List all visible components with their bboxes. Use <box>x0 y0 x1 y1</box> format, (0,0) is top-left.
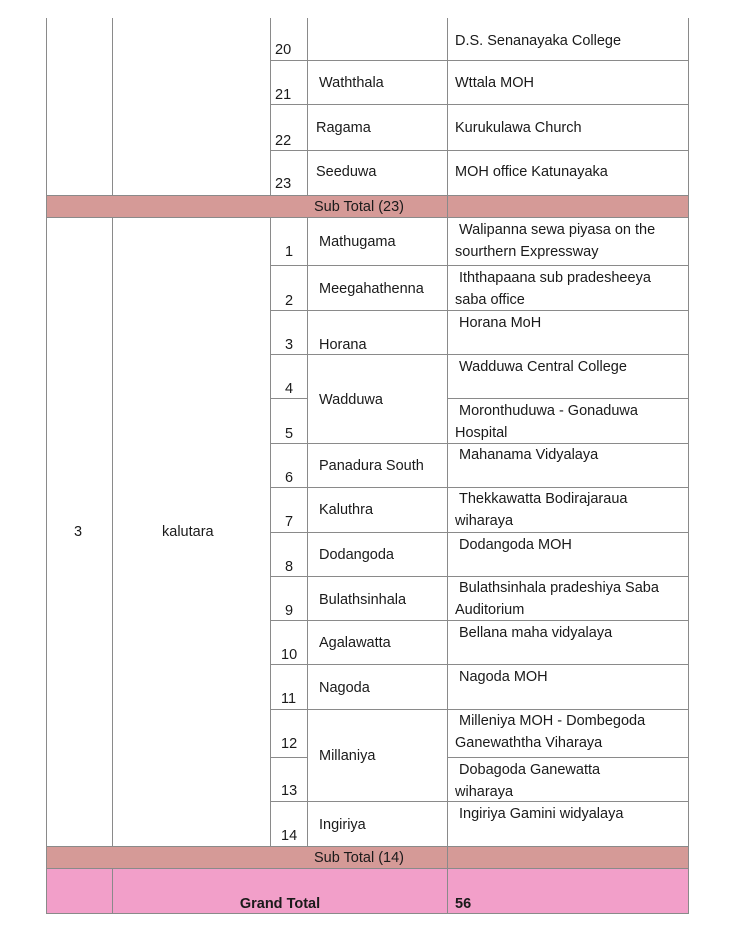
grand-total-value: 56 <box>455 896 472 912</box>
grid-line <box>270 150 689 151</box>
row-number: 6 <box>285 470 294 486</box>
grid-line <box>447 757 689 758</box>
grid-line <box>46 868 47 914</box>
area-cell: Dodangoda <box>319 547 394 563</box>
row-number: 8 <box>285 559 294 575</box>
area-cell: Ingiriya <box>319 817 366 833</box>
grid-line <box>270 664 689 665</box>
area-cell: Kaluthra <box>319 502 374 518</box>
grand-total-row <box>46 868 688 914</box>
location-cell: Bellana maha vidyalaya <box>459 625 613 641</box>
location-cell: Mahanama Vidyalaya <box>459 447 599 463</box>
grid-line <box>112 18 113 196</box>
location-cell: Wadduwa Central College <box>459 359 627 375</box>
location-cell: Kurukulawa Church <box>455 120 582 136</box>
location-cell: Thekkawatta Bodirajaraua <box>459 491 628 507</box>
row-number: 5 <box>285 426 294 442</box>
location-cell: Bulathsinhala pradeshiya Saba <box>459 580 659 596</box>
district-name: kalutara <box>162 524 214 540</box>
grid-line <box>270 18 271 196</box>
grid-line <box>688 18 689 196</box>
grid-line <box>270 532 689 533</box>
grid-line <box>688 195 689 219</box>
subtotal-label: Sub Total (23) <box>313 199 404 215</box>
location-cell: Wttala MOH <box>455 75 534 91</box>
location-cell: Nagoda MOH <box>459 669 548 685</box>
grand-total-label: Grand Total <box>239 896 321 912</box>
area-cell: Waththala <box>319 75 384 91</box>
grid-line <box>46 18 47 196</box>
grid-line <box>270 104 689 105</box>
grid-line <box>270 265 689 266</box>
row-number: 12 <box>281 736 298 752</box>
row-number: 2 <box>285 293 294 309</box>
district-index: 3 <box>74 524 83 540</box>
row-number: 4 <box>285 381 294 397</box>
row-number: 13 <box>281 783 298 799</box>
location-cell: Ganewaththa Viharaya <box>455 735 603 751</box>
location-cell: Horana MoH <box>459 315 542 331</box>
grid-line <box>46 195 47 219</box>
row-number: 21 <box>275 87 292 103</box>
row-number: 9 <box>285 603 294 619</box>
location-cell: Iththapaana sub pradesheeya <box>459 270 651 286</box>
area-cell: Horana <box>319 337 367 353</box>
area-cell: Mathugama <box>319 234 396 250</box>
grid-line <box>447 398 689 399</box>
area-cell: Wadduwa <box>319 392 383 408</box>
grid-line <box>447 868 448 914</box>
row-number: 3 <box>285 337 294 353</box>
area-cell: Seeduwa <box>316 164 377 180</box>
location-cell: Dobagoda Ganewatta <box>459 762 601 778</box>
row-number: 22 <box>275 133 292 149</box>
location-cell: MOH office Katunayaka <box>455 164 608 180</box>
location-cell: Ingiriya Gamini widyalaya <box>459 806 624 822</box>
row-number: 7 <box>285 514 294 530</box>
location-cell: Hospital <box>455 425 508 441</box>
area-cell: Nagoda <box>319 680 370 696</box>
area-cell: Millaniya <box>319 748 376 764</box>
grid-line <box>688 846 689 870</box>
row-number: 1 <box>285 244 294 260</box>
grid-line <box>112 868 113 914</box>
grid-line <box>447 18 448 196</box>
area-cell: Bulathsinhala <box>319 592 407 608</box>
location-cell: Moronthuduwa - Gonaduwa <box>459 403 638 419</box>
grid-line <box>112 218 113 847</box>
row-number: 23 <box>275 176 292 192</box>
grid-line <box>270 757 308 758</box>
row-number: 20 <box>275 42 292 58</box>
grid-line <box>46 218 47 847</box>
location-cell: Walipanna sewa piyasa on the <box>459 222 656 238</box>
location-cell: wiharaya <box>455 513 514 529</box>
location-cell: Auditorium <box>455 602 525 618</box>
location-cell: Milleniya MOH - Dombegoda <box>459 713 646 729</box>
grid-line <box>307 18 308 196</box>
location-cell: Dodangoda MOH <box>459 537 572 553</box>
location-cell: D.S. Senanayaka College <box>455 33 622 49</box>
area-cell: Meegahathenna <box>319 281 424 297</box>
grid-line <box>46 846 47 870</box>
location-cell: sourthern Expressway <box>455 244 599 260</box>
subtotal-label: Sub Total (14) <box>313 850 404 866</box>
location-cell: wiharaya <box>455 784 514 800</box>
area-cell: Panadura South <box>319 458 424 474</box>
location-cell: saba office <box>455 292 525 308</box>
row-number: 11 <box>281 691 297 707</box>
row-number: 10 <box>281 647 298 663</box>
area-cell: Agalawatta <box>319 635 391 651</box>
area-cell: Ragama <box>316 120 371 136</box>
grid-line <box>688 868 689 914</box>
grid-line <box>270 60 689 61</box>
row-number: 14 <box>281 828 298 844</box>
